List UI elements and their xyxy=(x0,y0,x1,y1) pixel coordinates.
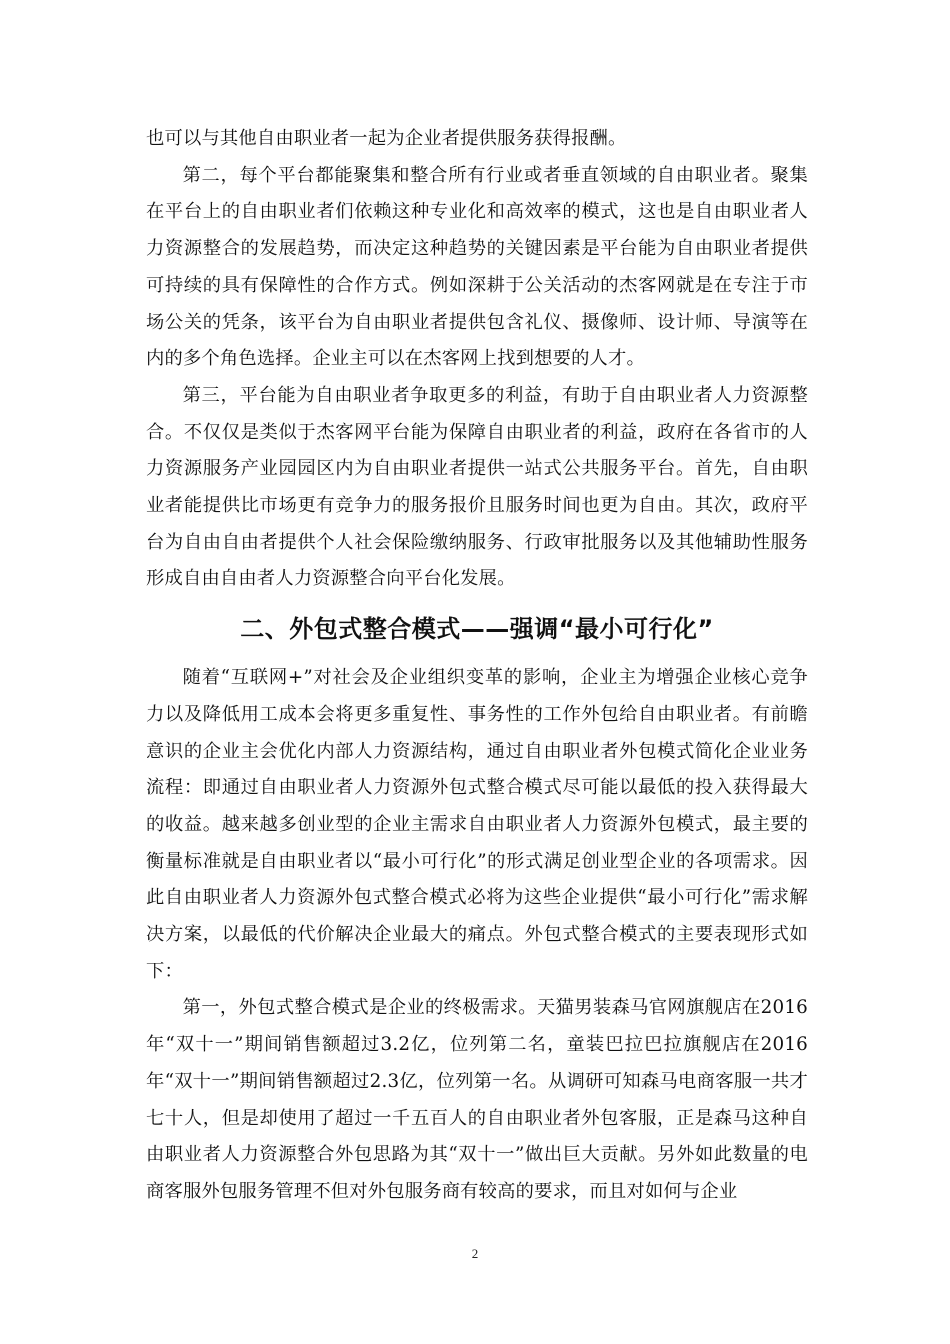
paragraph-outsourcing-example: 第一，外包式整合模式是企业的终极需求。天猫男装森马官网旗舰店在2016年“双十一”期间销售额超过3.2亿，位列第二名，童装巴拉巴拉旗舰店在2016年“双十一”期间销售额超过2.3亿，位列第一名。从调研可知森马电商客服一共才七十人，但是却使用了超过一千五百人的自由职业者外包客服，正是森马这种自由职业者人力资源整合外包思路为其“双十一”做出巨大贡献。另外如此数量的电商客服外包服务管理不但对外包服务商有较高的要求，而且对如何与企业 xyxy=(146,997,808,1202)
document-page xyxy=(146,121,808,1211)
paragraph-platform-aggregation: 第二，每个平台都能聚集和整合所有行业或者垂直领域的自由职业者。聚集在平台上的自由职业者们依赖这种专业化和高效率的模式，这也是自由职业者人力资源整合的发展趋势，而决定这种趋势的关键因素是平台能为自由职业者提供可持续的具有保障性的合作方式。例如深耕于公关活动的杰客网就是在专注于市场公关的凭条，该平台为自由职业者提供包含礼仪、摄像师、设计师、导演等在内的多个角色选择。企业主可以在杰客网上找到想要的人才。 xyxy=(146,164,808,370)
paragraph-continuation: 也可以与其他自由职业者一起为企业者提供服务获得报酬。 xyxy=(146,128,627,149)
page-number: 2 xyxy=(471,1246,479,1261)
section-heading: 二、外包式整合模式——强调“最小可行化” xyxy=(240,615,714,644)
paragraph-platform-benefits: 第三，平台能为自由职业者争取更多的利益，有助于自由职业者人力资源整合。不仅仅是类似于杰客网平台能为保障自由职业者的利益，政府在各省市的人力资源服务产业园园区内为自由职业者提供一站式公共服务平台。首先，自由职业者能提供比市场更有竞争力的服务报价且服务时间也更为自由。其次，政府平台为自由自由者提供个人社会保险缴纳服务、行政审批服务以及其他辅助性服务形成自由自由者人力资源整合向平台化发展。 xyxy=(146,384,808,590)
paragraph-outsourcing-intro: 随着“互联网+”对社会及企业组织变革的影响，企业主为增强企业核心竞争力以及降低用工成本会将更多重复性、事务性的工作外包给自由职业者。有前瞻意识的企业主会优化内部人力资源结构，通过自由职业者外包模式简化企业业务流程：即通过自由职业者人力资源外包式整合模式尽可能以最低的投入获得最大的收益。越来越多创业型的企业主需求自由职业者人力资源外包模式，最主要的衡量标准就是自由职业者以“最小可行化”的形式满足创业型企业的各项需求。因此自由职业者人力资源外包式整合模式必将为这些企业提供“最小可行化”需求解决方案，以最低的代价解决企业最大的痛点。外包式整合模式的主要表现形式如下： xyxy=(146,667,808,982)
